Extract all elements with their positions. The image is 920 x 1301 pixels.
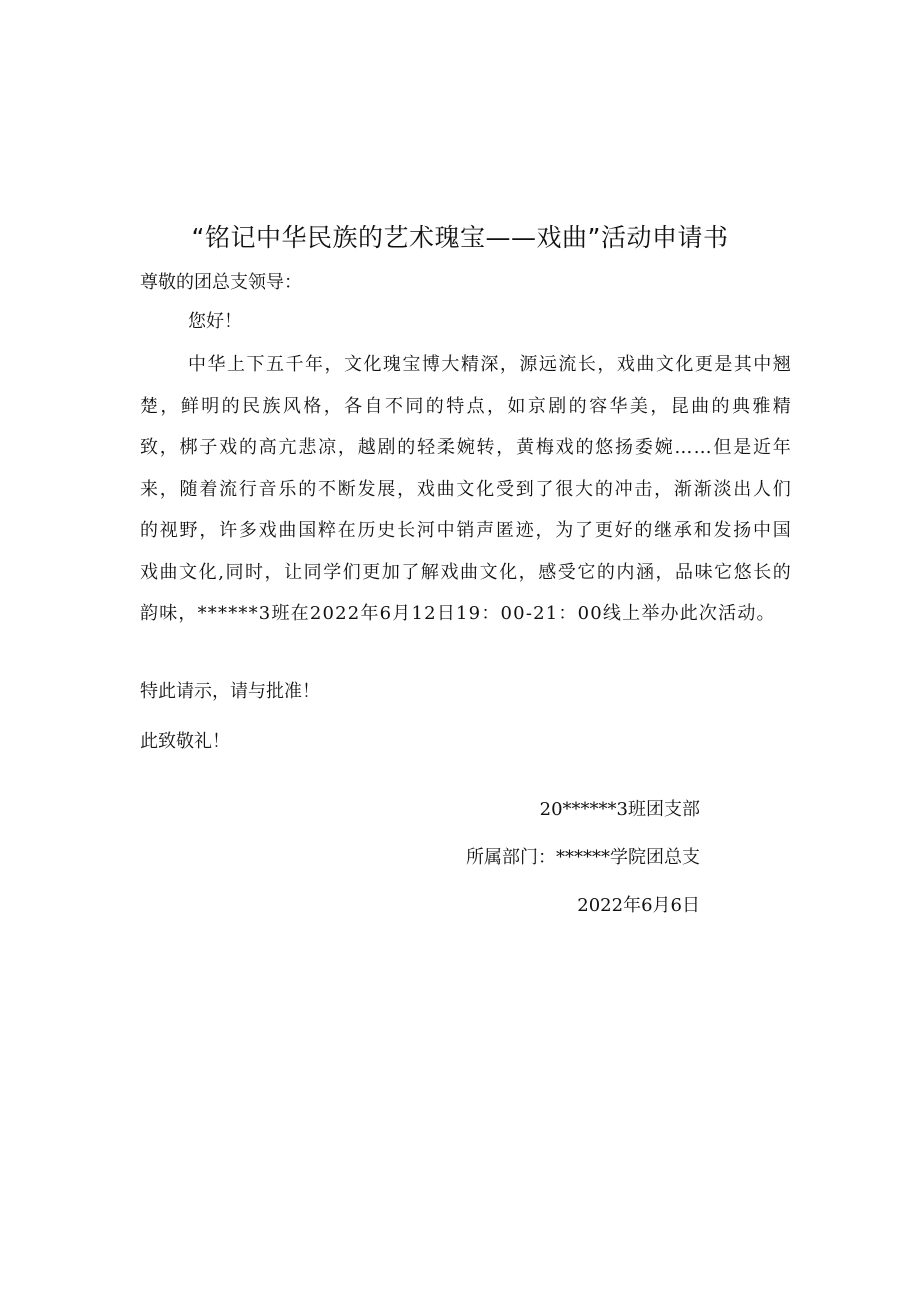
signature-date: 2022年6月6日 — [577, 895, 700, 916]
salutation: 尊敬的团总支领导： — [140, 272, 302, 293]
document-title: “铭记中华民族的艺术瑰宝——戏曲”活动申请书 — [191, 223, 729, 252]
signature-department: 所属部门：******学院团总支 — [466, 847, 700, 868]
signature-organization: 20******3班团支部 — [539, 799, 700, 820]
closing-line: 此致敬礼！ — [140, 731, 230, 752]
request-line: 特此请示，请与批准！ — [140, 681, 320, 702]
greeting: 您好！ — [188, 311, 242, 332]
body-paragraph: 中华上下五千年，文化瑰宝博大精深，源远流长，戏曲文化更是其中翘楚，鲜明的民族风格，各自不同的特点，如京剧的容华美，昆曲的典雅精致，梆子戏的高亢悲凉，越剧的轻柔婉转，黄梅戏的悠扬委婉……但是近年来，随着流行音乐的不断发展，戏曲文化受到了很大的冲击，渐渐淡出人们的视野，许多戏曲国粹在历史长河中销声匿迹，为了更好的继承和发扬中国戏曲文化,同时，让同学们更加了解戏曲文化，感受它的内涵，品味它悠长的韵味，******3班在2022年6月12日19：00-21：00线上举办此次活动。 — [140, 354, 792, 624]
